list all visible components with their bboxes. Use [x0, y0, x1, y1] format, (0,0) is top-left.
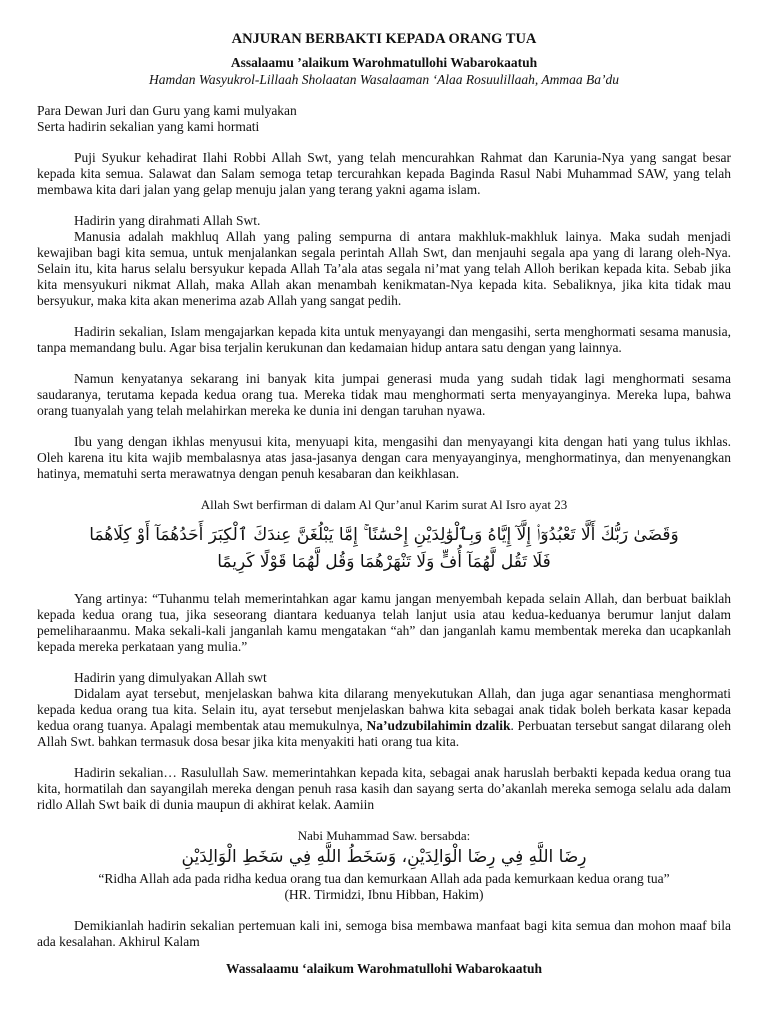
paragraph-heading-6: Hadirin yang dimulyakan Allah swt	[74, 670, 267, 685]
paragraph-closing: Demikianlah hadirin sekalian pertemuan kali ini, semoga bisa membawa manfaat bagi kita semua dan mohon maaf bila ada kesalahan. Akhirul Kalam	[37, 918, 731, 949]
opening-salam: Assalaamu ’alaikum Warohmatullohi Wabarokaatuh	[230, 55, 538, 70]
explanation-text-a: Didalam ayat tersebut, menjelaskan bahwa kita dilarang menyekutukan Allah, dan juga agar senantiasa menghormati kepada kedua orang tua kita. Selain itu, ayat tersebut menjelaskan bahwa kita sebagai anak tidak boleh berkata kasar kepada kedua orang tuanya. Apalagi membentak atau memukulnya,	[37, 686, 731, 733]
paragraph-rasulullah: Hadirin sekalian… Rasulullah Saw. memerintahkan kepada kita, sebagai anak haruslah berbakti kepada kedua orang tua kita, hormatilah dan sayangilah mereka dengan penuh rasa kasih dan sayang serta do’akanlah mereka semoga selalu ada dalam ridlo Allah Swt baik di dunia maupun di akhirat kelak. Aamiin	[37, 765, 731, 812]
paragraph-islam-teaching: Hadirin sekalian, Islam mengajarkan kepada kita untuk menyayangi dan mengasihi, serta menghormati sesama manusia, tanpa memandang bulu. Agar bisa terjalin kerukunan dan kedamaian hidup antara satu dengan yang lainnya.	[37, 324, 731, 355]
paragraph-opening: Puji Syukur kehadirat Ilahi Robbi Allah Swt, yang telah mencurahkan Rahmat dan Karunia-Nya yang sangat besar kepada kita semua. Salawat dan Salam semoga tetap tercurahkan kepada Baginda Rasul Nabi Muhammad SAW, yang telah membawa kita dari jalan yang gelap menuju jalan yang terang yakni agama islam.	[37, 150, 731, 197]
hadith-source: (HR. Tirmidzi, Ibnu Hibban, Hakim)	[284, 887, 484, 902]
greeting-line-2: Serta hadirin sekalian yang kami hormati	[37, 119, 260, 134]
hadith-arabic: رِضَا اللَّهِ فِي رِضَا الْوَالِدَيْنِ، وَسَخَطُ اللَّهِ فِي سَخَطِ الْوَالِدَيْنِ	[181, 847, 587, 867]
closing-salam: Wassalaamu ‘alaikum Warohmatullohi Wabarokaatuh	[226, 961, 542, 976]
explanation-bold-phrase: Na’udzubilahimin dzalik	[366, 718, 511, 733]
hadith-translation: “Ridha Allah ada pada ridha kedua orang tua dan kemurkaan Allah ada pada kemurkaan kedua orang tua”	[98, 871, 670, 886]
greeting-line-1: Para Dewan Juri dan Guru yang kami mulyakan	[37, 103, 297, 118]
paragraph-mother: Ibu yang dengan ikhlas menyusui kita, menyuapi kita, mengasihi dan menyayangi kita dengan hati yang tulus ikhlas. Oleh karena itu kita wajib membalasnya atas jasa-jasanya dengan cara menyayanginya, menghormatinya, dan menyenangkan hatinya, mematuhi serta merawatnya dengan penuh kesabaran dan keikhlasan.	[37, 434, 731, 481]
ayat-arabic-line-2: فَلَا تَقُل لَّهُمَآ أُفٍّ وَلَا تَنْهَرْهُمَا وَقُل لَّهُمَا قَوْلًا كَرِيمًا	[217, 552, 551, 572]
paragraph-reality: Namun kenyatanya sekarang ini banyak kita jumpai generasi muda yang sudah tidak lagi menghormati sesama saudaranya, terutama kepada kedua orang tua. Mereka tidak mau menghormati serta menyayanginya. Mereka lupa, bahwa orang tuanyalah yang telah melahirkan mereka ke dunia ini dengan taruhan nyawa.	[37, 371, 731, 418]
explanation-text-b: . Perbuatan tersebut sangat dilarang oleh Allah Swt. bahkan termasuk dosa besar jika kita menyakiti hati orang tua kita.	[37, 718, 731, 749]
ayat-intro: Allah Swt berfirman di dalam Al Qur’anul Karim surat Al Isro ayat 23	[200, 497, 568, 512]
ayat-arabic-line-1: وَقَضَىٰ رَبُّكَ أَلَّا تَعْبُدُوٓا۟ إِلَّآ إِيَّاهُ وَبِٱلْوَٰلِدَيْنِ إِحْسَٰنًا ۚ إِمَّا يَبْلُغَنَّ عِندَكَ ٱلْكِبَرَ أَحَدُهُمَآ أَوْ كِلَاهُمَا	[89, 525, 679, 545]
hadith-intro: Nabi Muhammad Saw. bersabda:	[297, 828, 471, 843]
paragraph-heading-2: Hadirin yang dirahmati Allah Swt.	[74, 213, 261, 228]
hamdalah-line: Hamdan Wasyukrol-Lillaah Sholaatan Wasalaaman ‘Alaa Rosuulillaah, Ammaa Ba’du	[148, 72, 619, 87]
paragraph-explanation	[37, 686, 731, 750]
ayat-translation: Yang artinya: “Tuhanmu telah memerintahkan agar kamu jangan menyembah kepada selain Allah, dan berbuat baiklah kepada kedua orang tua, jika seseorang diantara keduanya telah lanjut usia atau kedua-keduanya berumur lanjut dalam pemeliharaanmu. Maka sekali-kali janganlah kamu mengatakan “ah” dan janganlah kamu membentak mereka dan ucapkanlah kepada mereka perkataan yang mulia.”	[37, 591, 731, 654]
document-title: ANJURAN BERBAKTI KEPADA ORANG TUA	[231, 31, 537, 47]
paragraph-human-nature: Manusia adalah makhluq Allah yang paling sempurna di antara makhluk-makhluk lainya. Maka sudah menjadi kewajiban bagi kita semua, untuk menjalankan segala perintah Allah Swt, dan menjauhi segala apa yang di larang oleh-Nya. Selain itu, kita harus selalu bersyukur kepada Allah Ta’ala atas segala ni’mat yang telah Alloh berikan kepada kita. Sebab jika kita mensyukuri nikmat Allah, maka Allah akan menambah kenikmatan-Nya kepada kita. Sebaliknya, jika kita tidak mau bersyukur, maka kita akan menerima azab Allah yang sangat pedih.	[37, 229, 731, 308]
